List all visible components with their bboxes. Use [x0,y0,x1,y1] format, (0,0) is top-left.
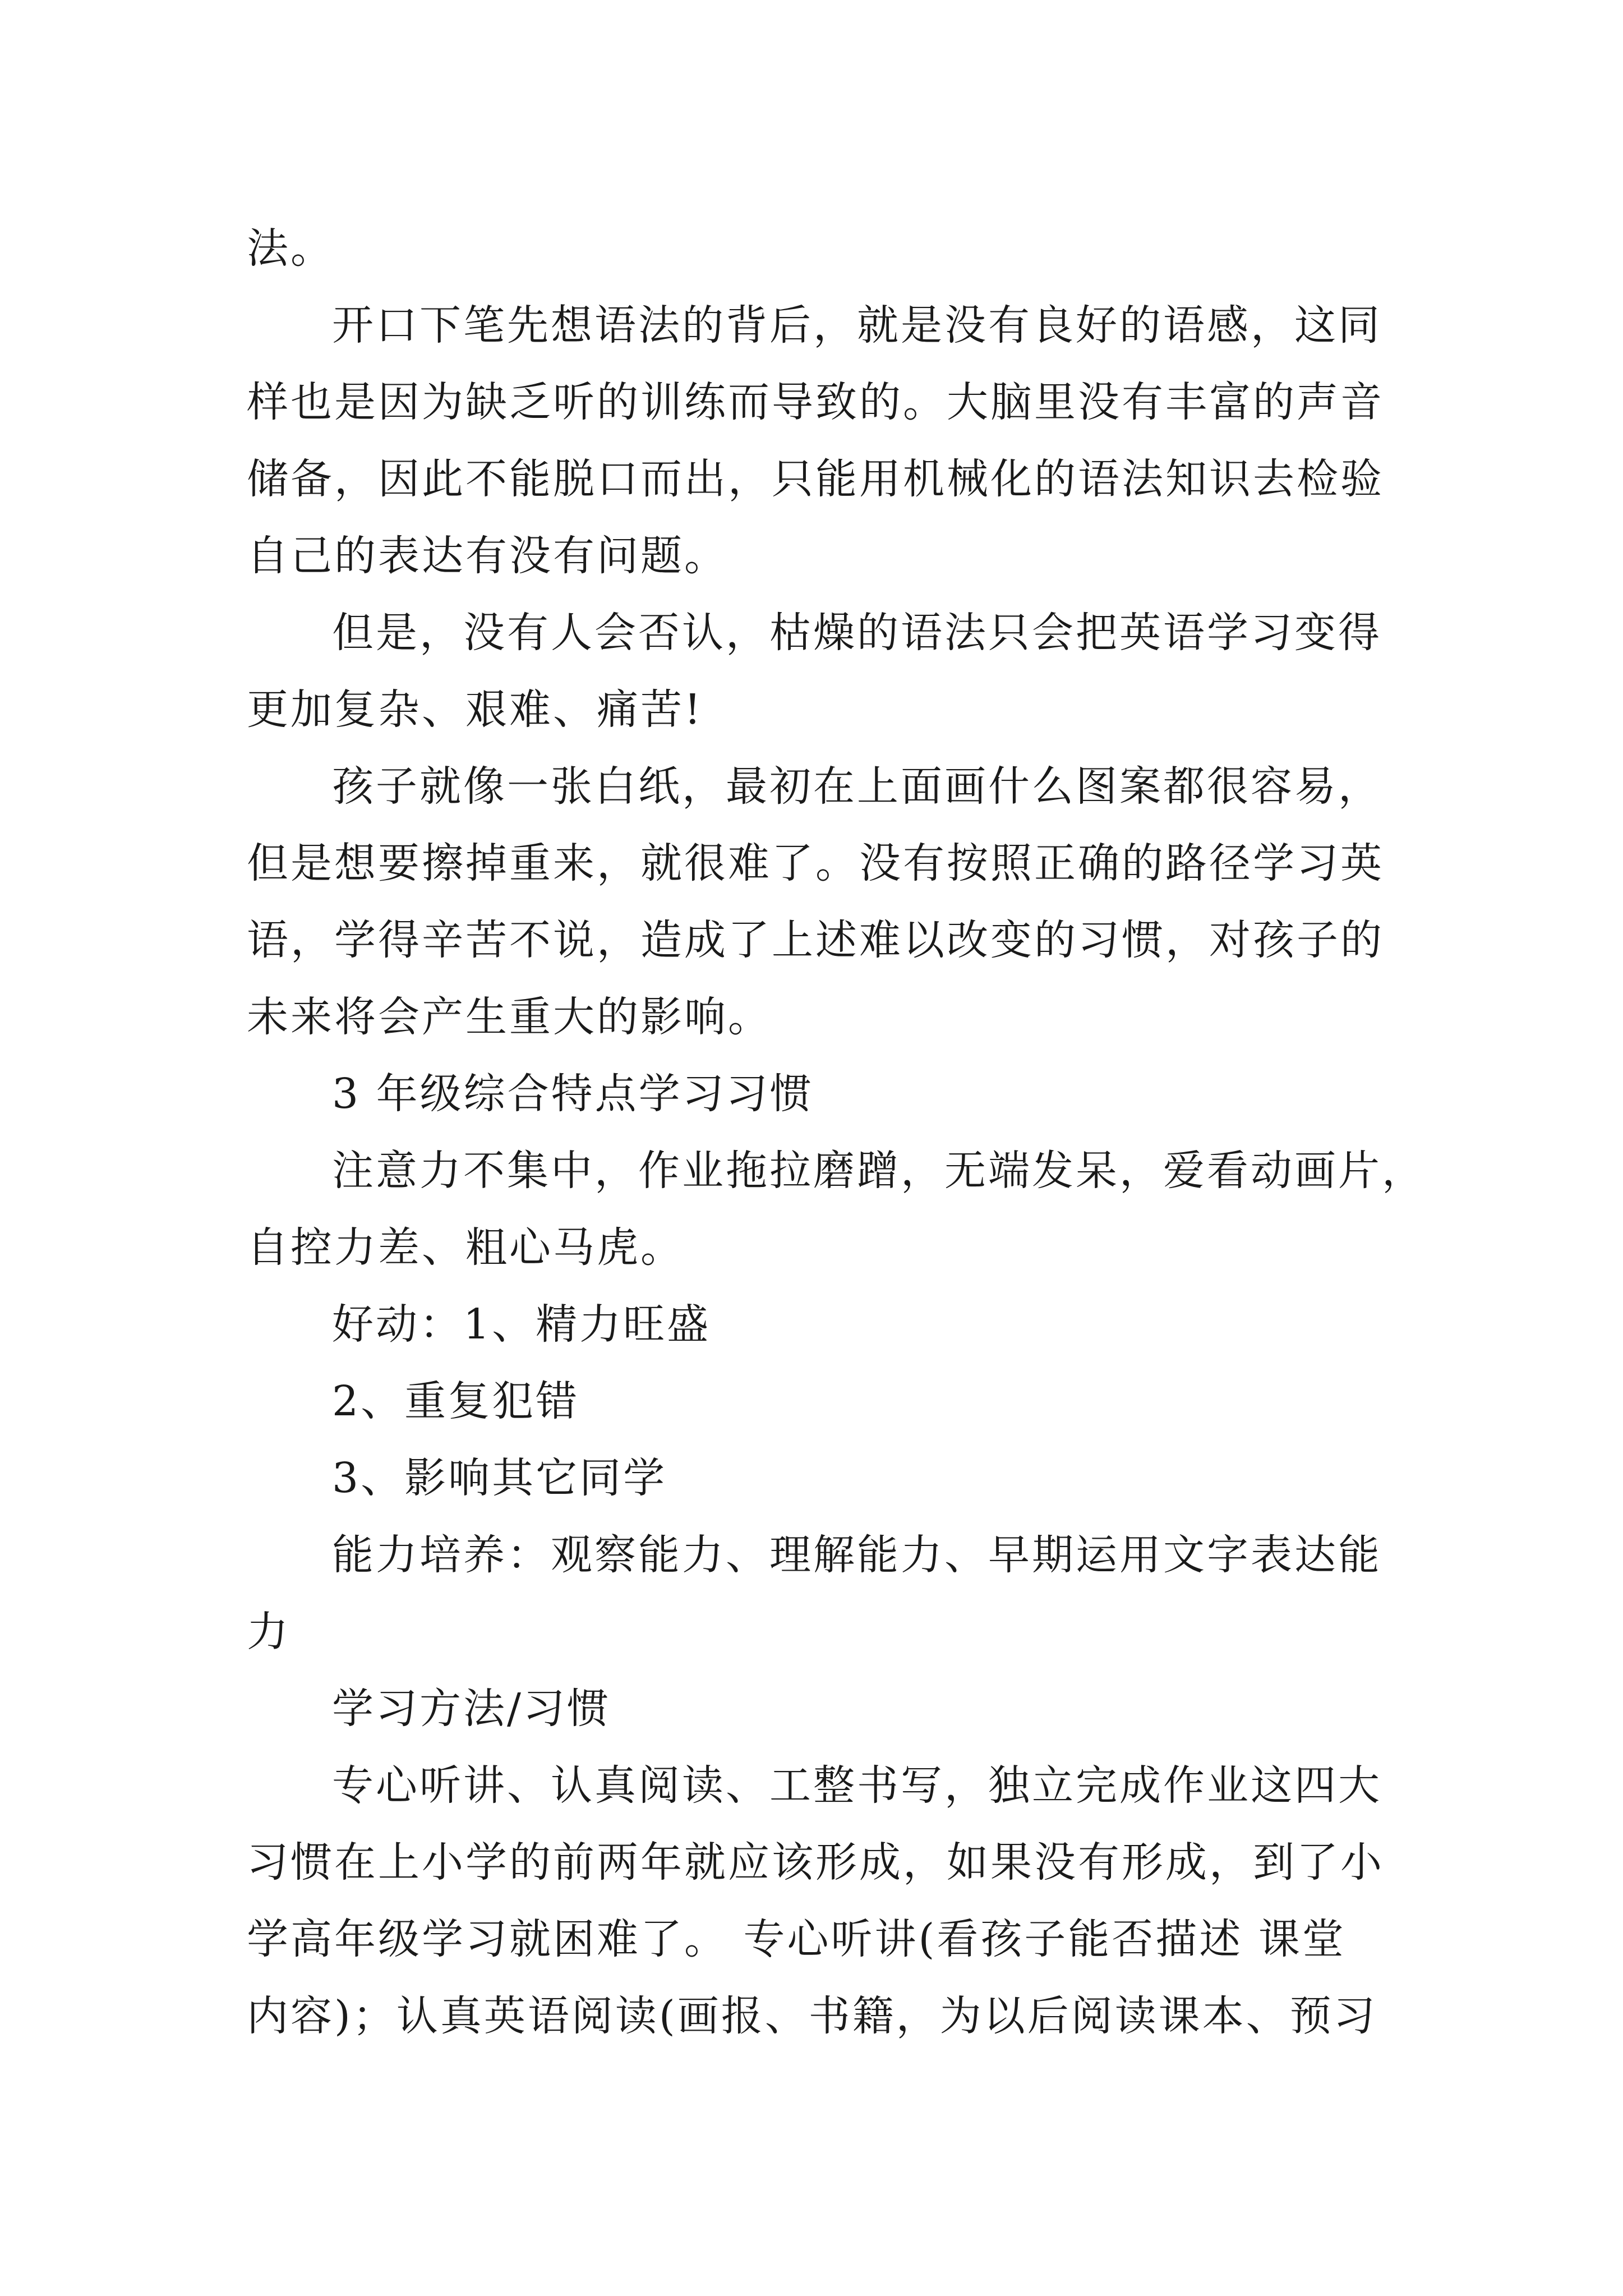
text-line: 自控力差、粗心马虎。 [247,1223,684,1272]
text-line: 储备，因此不能脱口而出，只能用机械化的语法知识去检验 [247,455,1384,503]
text-line: 2、重复犯错 [332,1377,580,1425]
text-line: 学习方法/习惯 [332,1685,611,1733]
text-line: 好动：1、精力旺盛 [332,1300,711,1349]
text-line: 习惯在上小学的前两年就应该形成，如果没有形成，到了小 [247,1838,1384,1887]
text-line: 但是，没有人会否认，枯燥的语法只会把英语学习变得 [332,609,1382,657]
text-line: 样也是因为缺乏听的训练而导致的。大脑里没有丰富的声音 [247,378,1384,426]
text-line: 但是想要擦掉重来，就很难了。没有按照正确的路径学习英 [247,839,1384,887]
text-line: 更加复杂、艰难、痛苦! [247,685,703,734]
text-line: 未来将会产生重大的影响。 [247,993,772,1041]
document-body [247,210,1426,2055]
text-line: 能力培养：观察能力、理解能力、早期运用文字表达能 [332,1531,1382,1579]
text-line: 开口下笔先想语法的背后，就是没有良好的语感，这同 [332,301,1382,349]
text-line: 学高年级学习就困难了。 专心听讲(看孩子能否描述 课堂 [247,1915,1346,1963]
text-line: 专心听讲、认真阅读、工整书写，独立完成作业这四大 [332,1761,1382,1810]
text-line: 孩子就像一张白纸，最初在上面画什么图案都很容易， [332,762,1382,811]
text-line: 法。 [247,224,334,273]
text-line: 语，学得辛苦不说，造成了上述难以改变的习惯，对孩子的 [247,916,1384,964]
text-line: 内容)；认真英语阅读(画报、书籍，为以后阅读课本、预习 [247,1992,1377,2040]
text-line: 3、影响其它同学 [332,1454,667,1502]
text-line: 3 年级综合特点学习习惯 [332,1070,814,1118]
text-line: 注意力不集中，作业拖拉磨蹭，无端发呆，爱看动画片， [332,1147,1426,1195]
text-line: 自己的表达有没有问题。 [247,532,728,580]
text-line: 力 [247,1608,291,1656]
